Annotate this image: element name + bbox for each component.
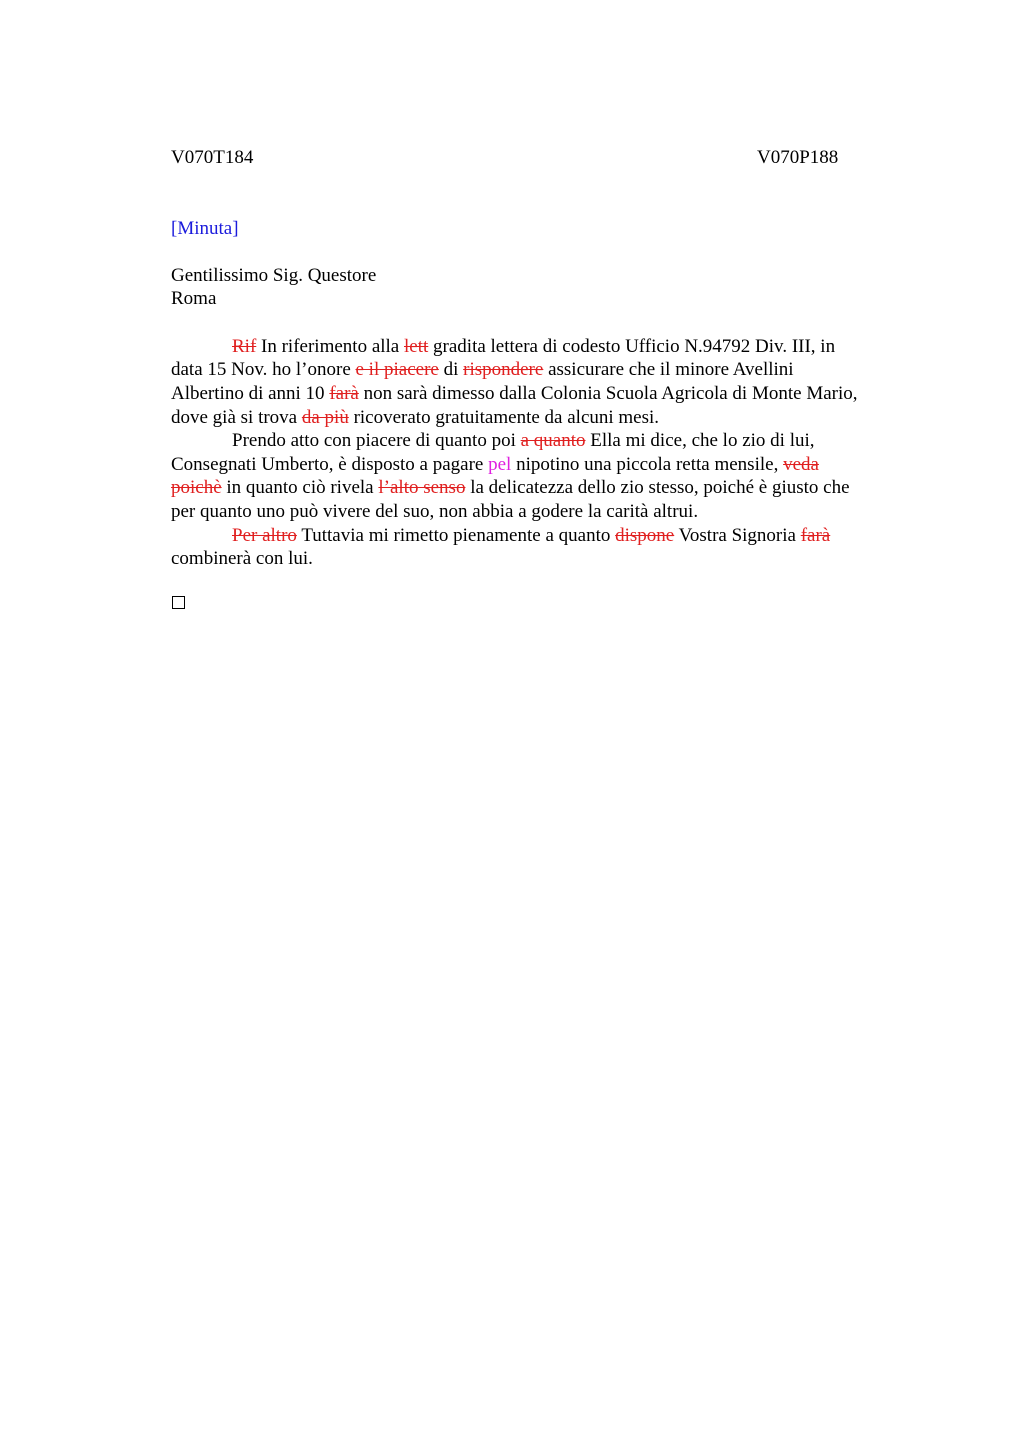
- paragraph-1: [171, 335, 923, 429]
- paragraph-line: [171, 429, 923, 453]
- document-page: [171, 146, 923, 609]
- text-run: Tuttavia mi rimetto pienamente a quanto: [296, 524, 616, 546]
- text-run: Ella mi dice, che lo zio di lui,: [585, 430, 815, 452]
- document-header: [171, 146, 923, 170]
- deleted-text: farà: [329, 382, 359, 404]
- paragraph-line: [171, 500, 923, 524]
- paragraph-line: [171, 406, 923, 430]
- text-run: dove già si trova: [171, 406, 302, 428]
- addressee-name: Gentilissimo Sig. Questore: [171, 264, 377, 286]
- empty-square-icon: [172, 596, 185, 609]
- paragraph-2: [171, 429, 923, 523]
- text-run: Prendo atto con piacere di quanto poi: [232, 430, 521, 452]
- text-run: data 15 Nov. ho l’onore: [171, 359, 356, 381]
- text-run: Vostra Signoria: [674, 524, 801, 546]
- text-run: non sarà dimesso dalla Colonia Scuola Agricola di Monte Mario,: [358, 382, 858, 404]
- deleted-text: dispone: [615, 524, 675, 546]
- paragraph-line: [171, 547, 923, 571]
- text-run: Consegnati Umberto, è disposto a pagare: [171, 453, 489, 475]
- text-run: ricoverato gratuitamente da alcuni mesi.: [348, 406, 660, 428]
- paragraph-line: [171, 524, 923, 548]
- paragraph-line: [171, 335, 923, 359]
- deleted-text: a quanto: [520, 430, 586, 452]
- paragraph-line: [171, 382, 923, 406]
- deleted-text: Per altro: [232, 524, 297, 546]
- text-run: gradita lettera di codesto Ufficio N.94792 Div. III, in: [428, 335, 836, 357]
- deleted-text: da più: [301, 406, 349, 428]
- deleted-text: farà: [800, 524, 831, 546]
- text-run: assicurare che il minore Avellini: [543, 359, 794, 381]
- paragraph-line: [171, 476, 923, 500]
- addressee-city: Roma: [171, 288, 217, 310]
- paragraph-3: [171, 524, 923, 571]
- letter-body: [171, 335, 923, 571]
- deleted-text: poichè: [171, 477, 222, 499]
- deleted-text: rispondere: [463, 359, 544, 381]
- document-code-right: V070P188: [757, 147, 839, 168]
- deleted-text: l’alto senso: [378, 477, 466, 499]
- text-run: nipotino una piccola retta mensile,: [511, 453, 784, 475]
- text-run: la delicatezza dello zio stesso, poiché è giusto che: [465, 477, 850, 499]
- minuta-label: [Minuta]: [171, 218, 239, 239]
- paragraph-line: [171, 453, 923, 477]
- addressee-block: [171, 264, 923, 311]
- document-code-left: V070T184: [171, 147, 254, 168]
- text-run: combinerà con lui.: [171, 548, 313, 570]
- deleted-text: Rif: [232, 335, 257, 357]
- paragraph-line: [171, 358, 923, 382]
- deleted-text: lett: [404, 335, 429, 357]
- text-run: in quanto ciò rivela: [221, 477, 379, 499]
- text-run: di: [438, 359, 464, 381]
- deleted-text: e il piacere: [355, 359, 439, 381]
- inserted-text: pel: [488, 453, 512, 475]
- deleted-text: veda: [783, 453, 819, 475]
- text-run: In riferimento alla: [256, 335, 404, 357]
- text-run: per quanto uno può vivere del suo, non abbia a godere la carità altrui.: [171, 500, 699, 522]
- text-run: Albertino di anni 10: [171, 382, 330, 404]
